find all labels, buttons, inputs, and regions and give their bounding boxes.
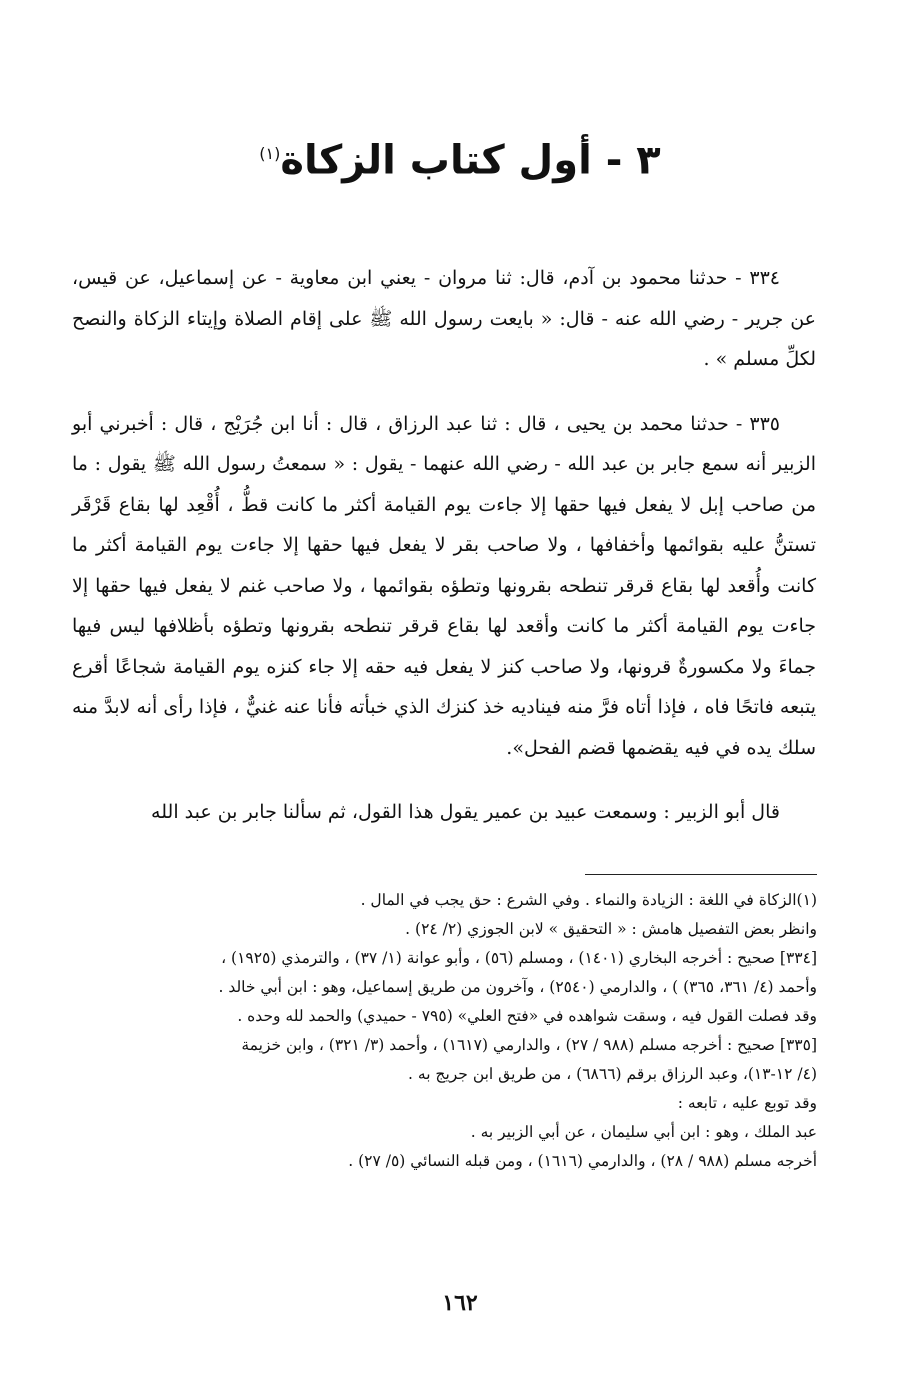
footnotes <box>80 886 817 1176</box>
footnote-line: وانظر بعض التفصيل هامش : « التحقيق » لابن الجوزي (٢/ ٢٤) . <box>405 920 817 938</box>
main-text <box>72 258 816 833</box>
hadith-335: ٣٣٥ - حدثنا محمد بن يحيى ، قال : ثنا عبد الرزاق ، قال : أنا ابن جُرَيْج ، قال : أخبرني أبو الزبير أنه سمع جابر بن عبد الله - رضي الله عنهما - يقول : « سمعتُ رسول الله ﷺ يقول : ما من صاحب إبل لا يفعل فيها حقها إلا جاءت يوم القيامة أكثر ما كانت قطُّ ، أُقْعِد لها بقاع قَرْقَر تستنُّ عليه بقوائمها وأخفافها ، ولا صاحب بقر لا يفعل فيها حقها إلا جاءت يوم القيامة أكثر ما كانت وأُقعد لها بقاع قرقر تنطحه بقرونها وتطؤه بقوائمها ، ولا صاحب غنم لا يفعل فيها حقها إلا جاءت يوم القيامة أكثر ما كانت وأقعد لها بقاع قرقر تنطحه بقرونها وتطؤه بأظلافها ليس فيها جماءَ ولا مكسورةٌ قرونها، ولا صاحب كنز لا يفعل فيه حقه إلا جاء كنزه يوم القيامة شجاعًا أقرع يتبعه فاتحًا فاه ، فإذا أتاه فرَّ منه فيناديه خذ كنزك الذي خبأته فأنا عنه غنيٌّ ، فإذا رأى أنه لابدَّ منه سلك يده في فيه يقضمها قضم الفحل». <box>72 412 816 759</box>
footnote-line: وأحمد (٤/ ٣٦١، ٣٦٥) ) ، والدارمي (٢٥٤٠) ، وآخرون من طريق إسماعيل، وهو : ابن أبي خالد . <box>218 978 817 996</box>
chapter-title <box>0 122 920 192</box>
footnote-line: (١)الزكاة في اللغة : الزيادة والنماء . وفي الشرع : حق يجب في المال . <box>360 891 817 909</box>
hadith-334: ٣٣٤ - حدثنا محمود بن آدم، قال: ثنا مروان - يعني ابن معاوية - عن إسماعيل، عن قيس، عن جرير - رضي الله عنه - قال: « بايعت رسول الله ﷺ على إقام الصلاة وإيتاء الزكاة والنصح لكلِّ مسلم » . <box>72 267 816 370</box>
footnote-line: [٣٣٤] صحيح : أخرجه البخاري (١٤٠١) ، ومسلم (٥٦) ، وأبو عوانة (١/ ٣٧) ، والترمذي (١٩٢٥) ، <box>221 949 817 967</box>
footnote-line: أخرجه مسلم (٩٨٨ / ٢٨) ، والدارمي (١٦١٦) ، ومن قبله النسائي (٥/ ٢٧) . <box>348 1152 817 1170</box>
narrator-comment: قال أبو الزبير : وسمعت عبيد بن عمير يقول هذا القول، ثم سألنا جابر بن عبد الله <box>151 801 780 823</box>
footnote-line: عبد الملك ، وهو : ابن أبي سليمان ، عن أبي الزبير به . <box>470 1123 817 1141</box>
title-footnote-marker: (١) <box>259 144 281 163</box>
footnote-line: وقد توبع عليه ، تابعه : <box>677 1094 817 1112</box>
footnote-line: [٣٣٥] صحيح : أخرجه مسلم (٩٨٨ / ٢٧) ، والدارمي (١٦١٧) ، وأحمد (٣/ ٣٢١) ، وابن خزيمة <box>241 1036 817 1054</box>
footnote-line: (٤/ ١٢-١٣)، وعبد الرزاق برقم (٦٨٦٦) ، من طريق ابن جريج به . <box>408 1065 817 1083</box>
page-number: ١٦٢ <box>442 1290 478 1316</box>
footnote-line: وقد فصلت القول فيه ، وسقت شواهده في «فتح العلي» (٧٩٥ - حميدي) والحمد لله وحده . <box>237 1007 817 1025</box>
footnote-divider <box>585 874 817 875</box>
chapter-title-text: ٣ - أول كتاب الزكاة <box>280 137 661 184</box>
